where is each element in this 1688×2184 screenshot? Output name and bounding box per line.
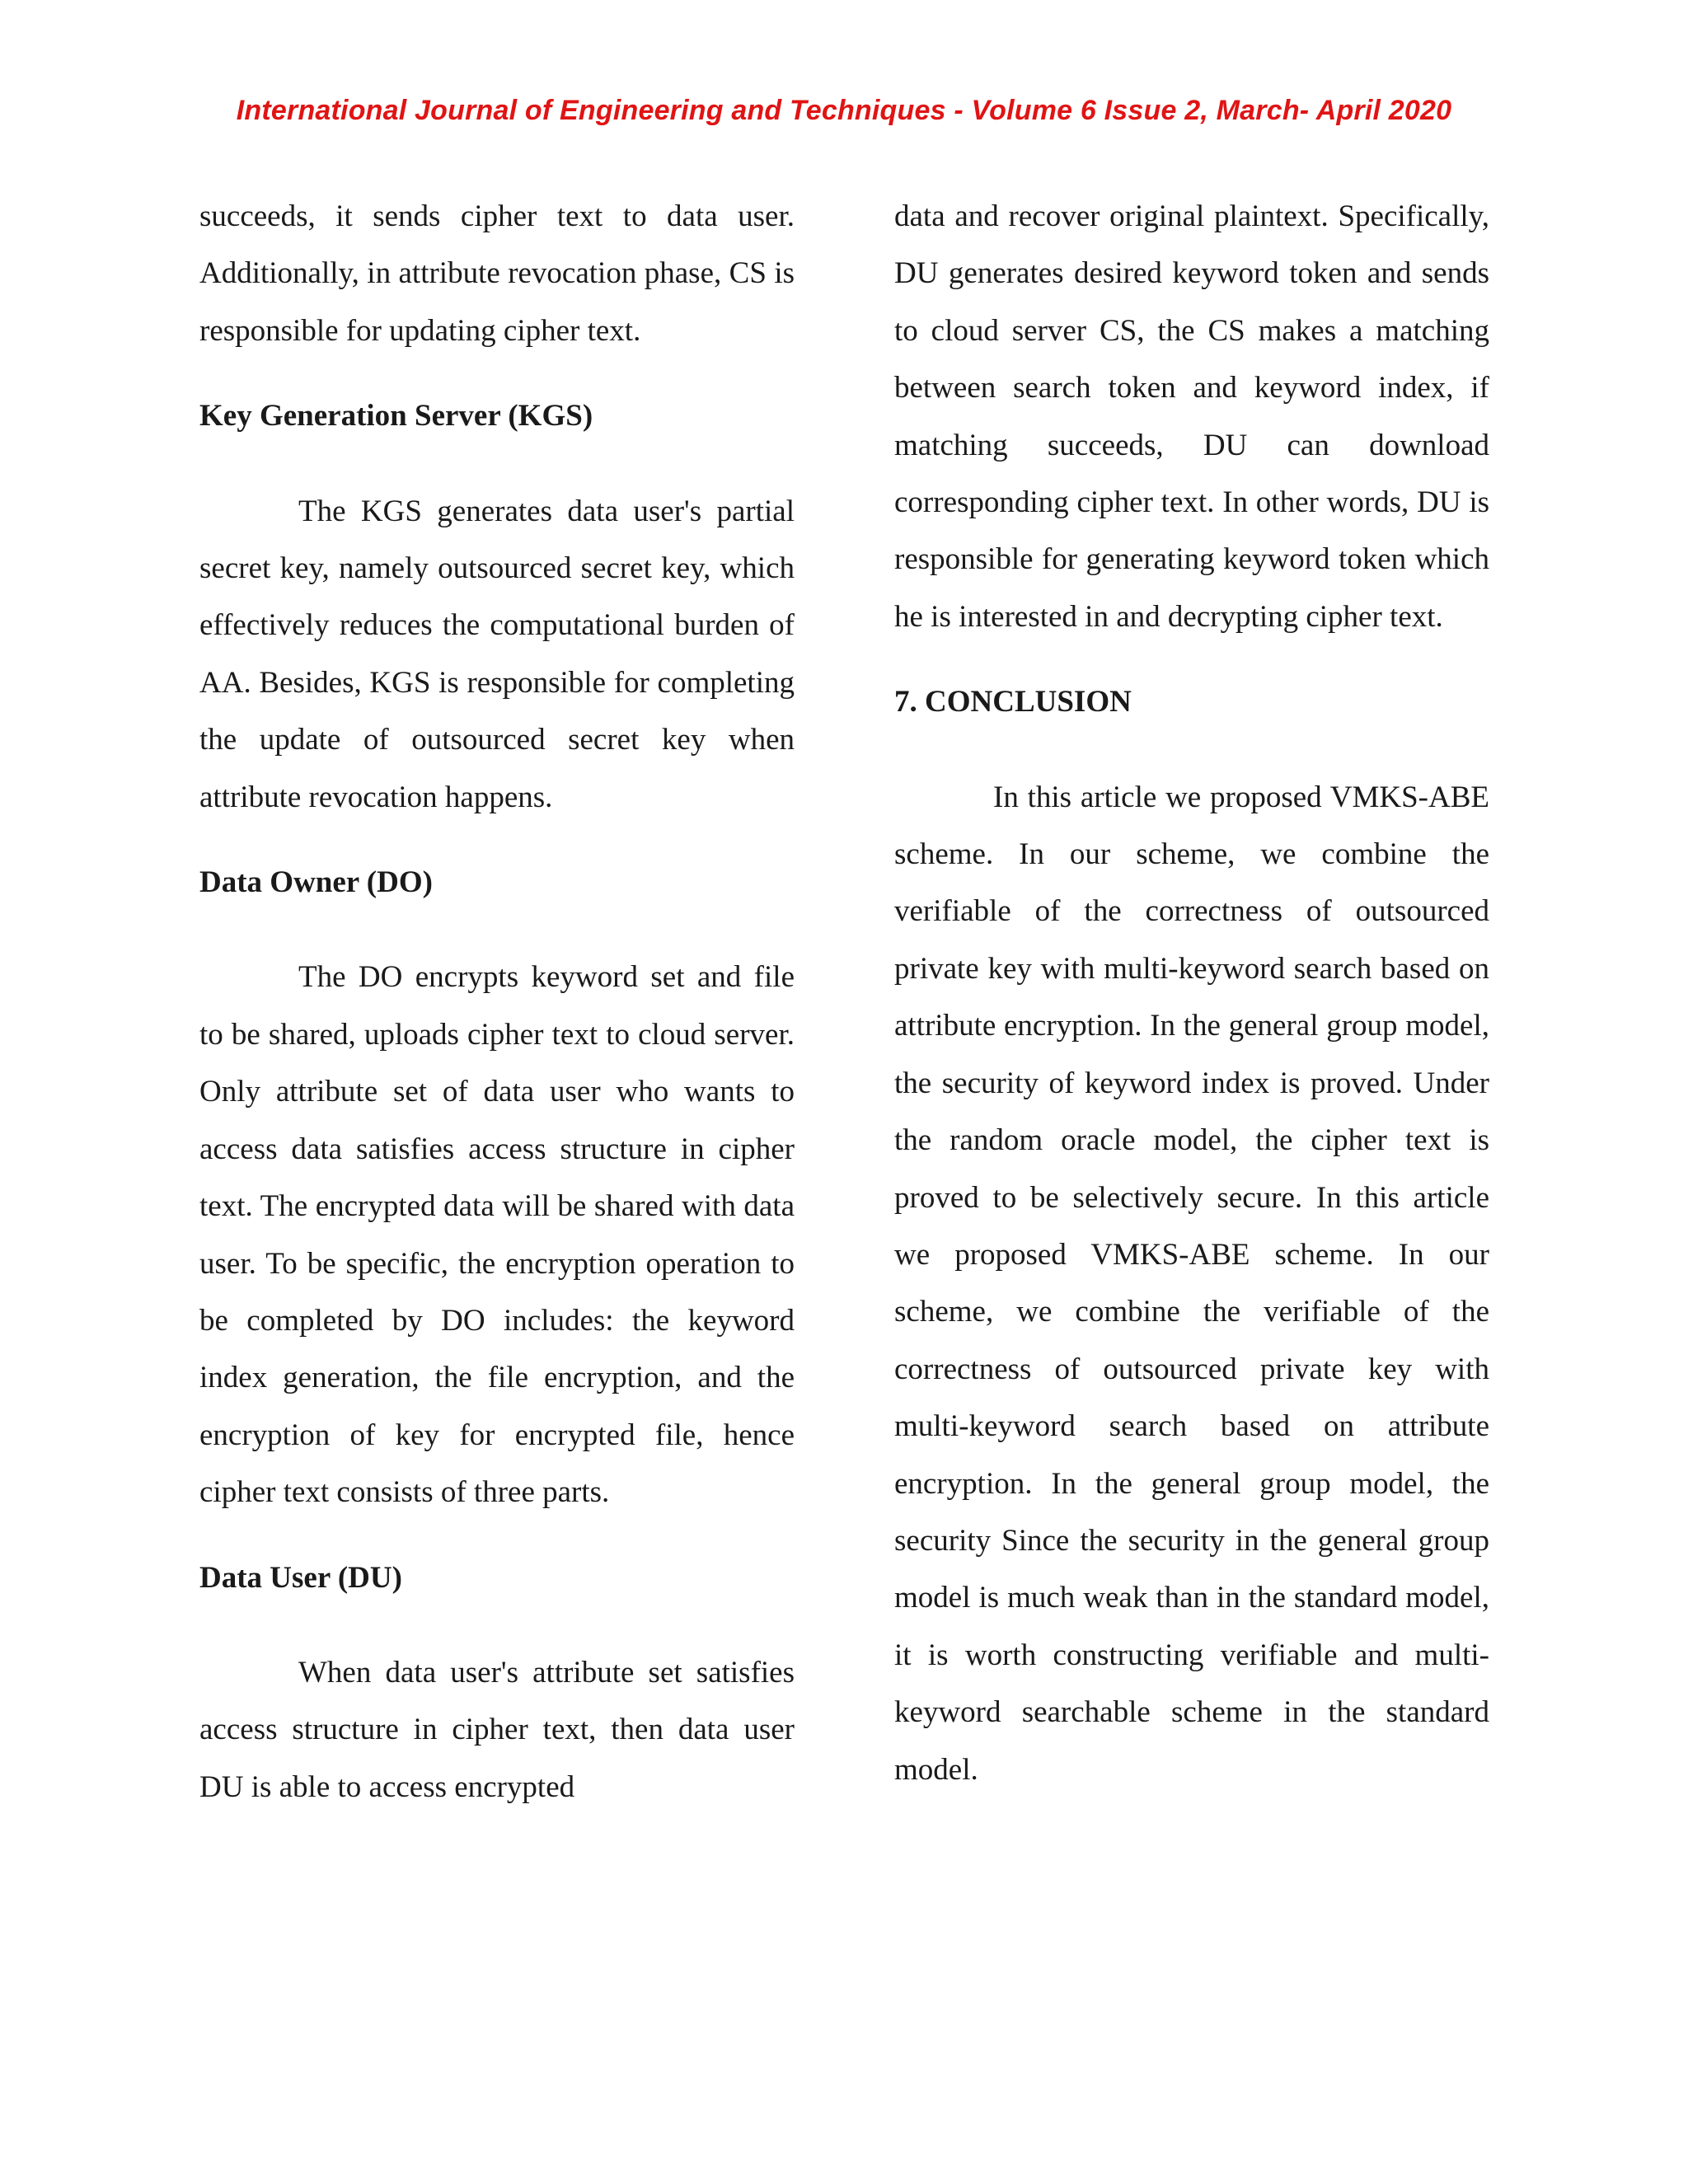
right-column (894, 188, 1489, 1798)
paragraph-du-continuation: data and recover original plaintext. Specifically, DU generates desired keyword token and sends to cloud server CS, the CS makes a matching between search token and keyword index, if matching succeeds, DU can download corresponding cipher text. In other words, DU is responsible for generating keyword token which he is interested in and decrypting cipher text. (894, 199, 1489, 634)
section-heading-conclusion: 7. CONCLUSION (894, 685, 1132, 719)
paragraph-cs-continuation: succeeds, it sends cipher text to data user. Additionally, in attribute revocation phase, CS is responsible for updating cipher text. (199, 199, 795, 348)
paragraph-du: When data user's attribute set satisfies access structure in cipher text, then data user DU is able to access encrypted (199, 1655, 795, 1804)
section-heading-kgs: Key Generation Server (KGS) (199, 399, 593, 434)
paragraph-kgs: The KGS generates data user's partial secret key, namely outsourced secret key, which effectively reduces the computational burden of AA. Besides, KGS is responsible for completing the update of outsourced secret key when attribute revocation happens. (199, 494, 795, 814)
paragraph-do: The DO encrypts keyword set and file to be shared, uploads cipher text to cloud server. Only attribute set of data user who wants to access data satisfies access structure in cipher text. The encrypted data will be shared with data user. To be specific, the encryption operation to be completed by DO includes: the keyword index generation, the file encryption, and the encryption of key for encrypted file, hence cipher text consists of three parts. (199, 960, 795, 1510)
journal-header: International Journal of Engineering and Techniques - Volume 6 Issue 2, March- April 2020 (236, 95, 1452, 126)
section-heading-du: Data User (DU) (199, 1560, 402, 1595)
left-column (199, 188, 795, 1816)
paragraph-conclusion: In this article we proposed VMKS-ABE scheme. In our scheme, we combine the verifiable of the correctness of outsourced private key with multi-keyword search based on attribute encryption. In the general group model, the security of keyword index is proved. Under the random oracle model, the cipher text is proved to be selectively secure. In this article we proposed VMKS-ABE scheme. In our scheme, we combine the verifiable of the correctness of outsourced private key with multi-keyword search based on attribute encryption. In the general group model, the security Since the security in the general group model is much weak than in the standard model, it is worth constructing verifiable and multi-keyword searchable scheme in the standard model. (894, 780, 1489, 1787)
section-heading-do: Data Owner (DO) (199, 865, 433, 900)
